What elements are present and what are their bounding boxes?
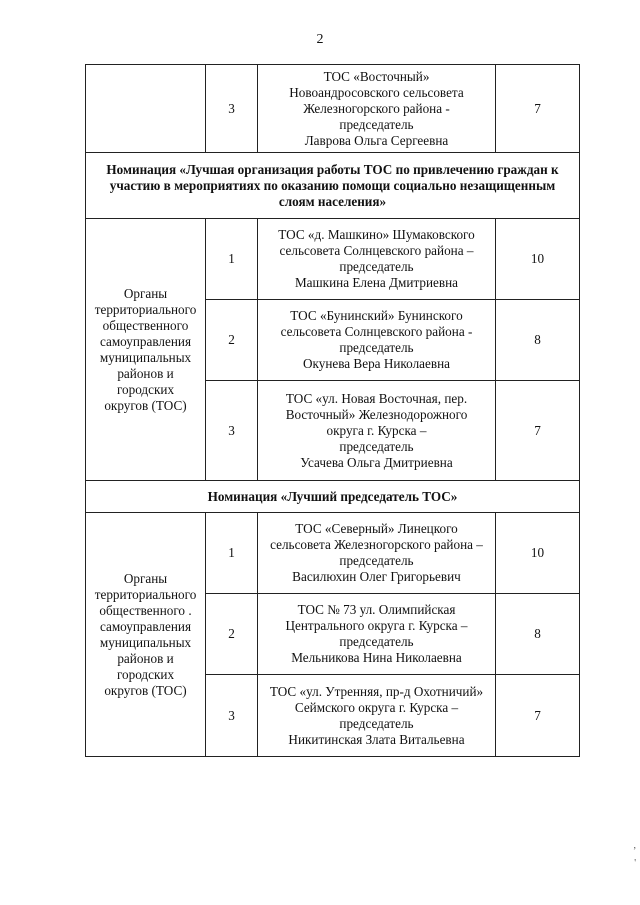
category-line: муниципальных <box>99 349 192 365</box>
score-cell: 7 <box>496 675 580 757</box>
page-number: 2 <box>316 32 324 47</box>
category-line: районов и <box>117 650 174 666</box>
nomination-title-line: Номинация «Лучшая организация работы ТОС по привлечению граждан к <box>106 161 559 177</box>
table-row <box>86 513 580 594</box>
score-cell: 8 <box>496 300 580 381</box>
winner-cell <box>258 300 496 381</box>
place-cell: 1 <box>206 513 258 594</box>
category-line: городских <box>116 381 175 397</box>
winner-line: округа г. Курска – <box>326 422 427 438</box>
nomination-title-line: Номинация «Лучший председатель ТОС» <box>207 488 458 504</box>
category-cell-empty <box>86 65 206 153</box>
category-line: самоуправления <box>99 618 192 634</box>
winner-line: Железногорского района - <box>303 100 450 116</box>
winner-line: ТОС «Северный» Линецкого <box>295 521 458 536</box>
winner-line: Никитинская Злата Витальевна <box>288 731 465 747</box>
winner-line: Мельникова Нина Николаевна <box>291 650 462 665</box>
category-cell <box>86 219 206 481</box>
category-line: Органы <box>123 570 168 586</box>
place-cell: 3 <box>206 65 258 153</box>
nomination-header-row <box>86 481 580 513</box>
winner-cell <box>258 594 496 675</box>
winner-cell <box>258 675 496 757</box>
winner-line: председатель <box>339 116 414 132</box>
winner-line: председатель <box>339 259 414 274</box>
place-cell: 3 <box>206 381 258 481</box>
winner-line: председатель <box>339 438 414 454</box>
winner-line: Василюхин Олег Григорьевич <box>292 569 461 584</box>
category-line: округов (ТОС) <box>104 682 187 698</box>
score-cell: 7 <box>496 381 580 481</box>
table-row <box>86 65 580 153</box>
nomination-title-line: слоям населения» <box>278 193 387 209</box>
score-cell: 8 <box>496 594 580 675</box>
place-cell: 3 <box>206 675 258 757</box>
awards-table <box>85 64 580 757</box>
category-line: городских <box>116 666 175 682</box>
winner-line: Усачева Ольга Дмитриевна <box>300 454 453 470</box>
category-cell <box>86 513 206 757</box>
nomination-header-row <box>86 153 580 219</box>
winner-cell <box>258 513 496 594</box>
category-line: муниципальных <box>99 634 192 650</box>
winner-cell <box>258 65 496 153</box>
winner-line: Центрального округа г. Курска – <box>285 618 468 633</box>
place-cell: 2 <box>206 594 258 675</box>
category-line: районов и <box>117 365 174 381</box>
category-line: общественного . <box>99 602 192 618</box>
winner-line: Окунева Вера Николаевна <box>302 356 450 371</box>
winner-line: Сеймского округа г. Курска – <box>294 699 459 715</box>
category-line: Органы <box>123 285 168 301</box>
winner-line: ТОС «д. Машкино» Шумаковского <box>278 227 475 242</box>
winner-line: ТОС № 73 ул. Олимпийская <box>297 602 456 617</box>
winner-cell <box>258 381 496 481</box>
category-line: общественного <box>102 317 189 333</box>
category-line: самоуправления <box>99 333 192 349</box>
winner-line: Машкина Елена Дмитриевна <box>294 275 459 290</box>
nomination-title-line: участию в мероприятиях по оказанию помощи социально незащищенным <box>109 177 556 193</box>
winner-line: ТОС «Бунинский» Бунинского <box>290 308 463 323</box>
nomination-title <box>86 481 580 513</box>
winner-line: ТОС «ул. Утренняя, пр-д Охотничий» <box>269 683 484 699</box>
side-mark: ' <box>634 858 636 869</box>
winner-line: ТОС «Восточный» <box>323 68 430 84</box>
score-cell: 10 <box>496 219 580 300</box>
score-cell: 7 <box>496 65 580 153</box>
table-row <box>86 219 580 300</box>
winner-line: Лаврова Ольга Сергеевна <box>304 132 449 148</box>
winner-cell <box>258 219 496 300</box>
winner-line: сельсовета Солнцевского района - <box>280 324 473 339</box>
side-mark: , <box>633 840 636 851</box>
winner-line: председатель <box>339 340 414 355</box>
winner-line: Восточный» Железнодорожного <box>285 406 468 422</box>
score-cell: 10 <box>496 513 580 594</box>
winner-line: председатель <box>339 634 414 649</box>
category-line: территориального <box>94 301 197 317</box>
category-line: округов (ТОС) <box>104 397 187 413</box>
winner-line: ТОС «ул. Новая Восточная, пер. <box>285 390 468 406</box>
place-cell: 2 <box>206 300 258 381</box>
place-cell: 1 <box>206 219 258 300</box>
winner-line: председатель <box>339 715 414 731</box>
winner-line: Новоандросовского сельсовета <box>289 84 464 100</box>
winner-line: сельсовета Солнцевского района – <box>279 243 474 258</box>
winner-line: сельсовета Железногорского района – <box>270 537 483 552</box>
winner-line: председатель <box>339 553 414 568</box>
category-line: территориального <box>94 586 197 602</box>
nomination-title <box>86 153 580 219</box>
